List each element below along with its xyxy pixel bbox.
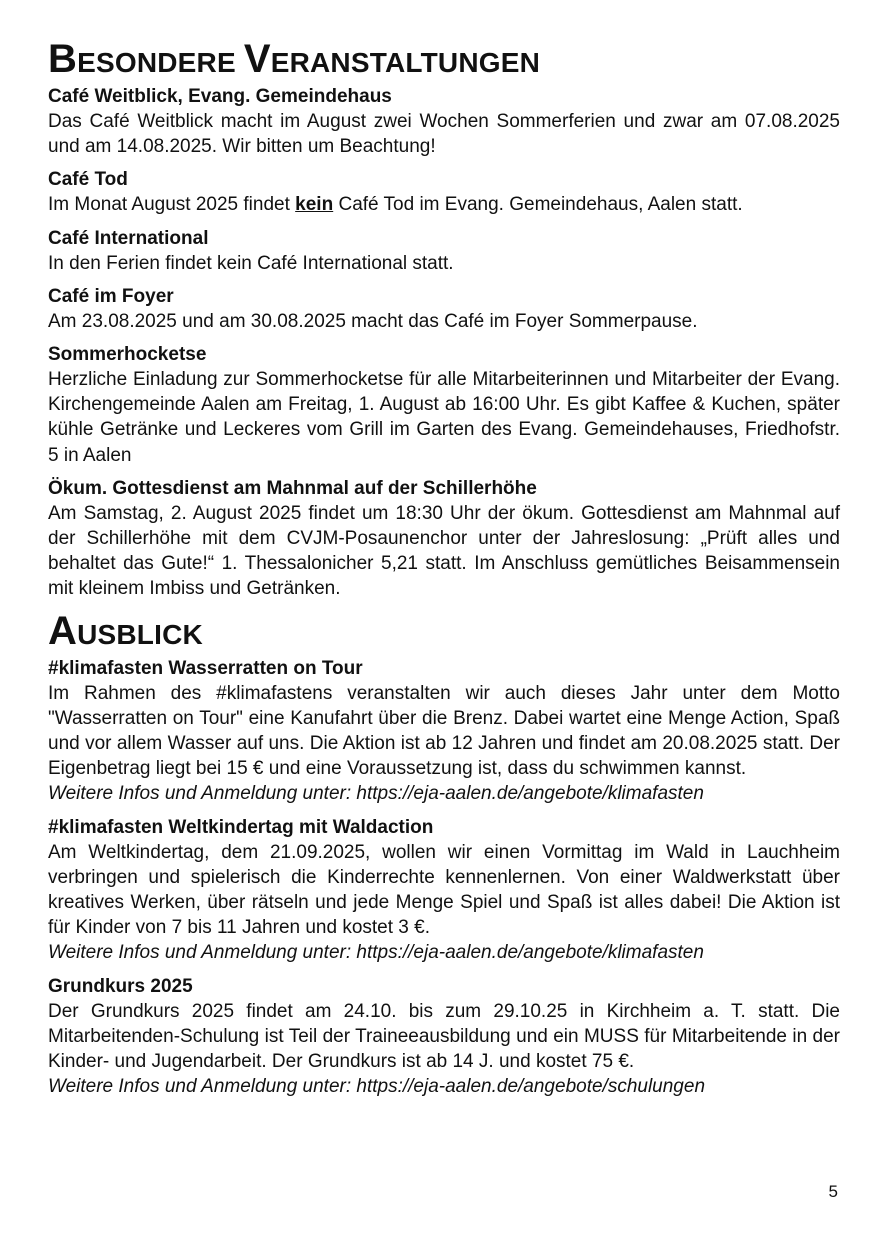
outlook-title-grundkurs: Grundkurs 2025 (48, 975, 193, 997)
outlook-link-wasserratten[interactable]: Weitere Infos und Anmeldung unter: https://eja-aalen.de/angebote/klimafasten (48, 783, 704, 805)
outlook-title-wasserratten: #klimafasten Wasserratten on Tour (48, 657, 363, 679)
event-title-cafe-tod: Café Tod (48, 169, 128, 191)
event-text-cafe-im-foyer: Am 23.08.2025 und am 30.08.2025 macht das Café im Foyer Sommerpause. (48, 310, 698, 332)
event-title-oekum-gottesdienst: Ökum. Gottesdienst am Mahnmal auf der Schillerhöhe (48, 477, 537, 499)
event-title-cafe-weitblick: Café Weitblick, Evang. Gemeindehaus (48, 86, 392, 107)
outlook-text-weltkindertag: Am Weltkindertag, dem 21.09.2025, wollen wir einen Vormittag im Wald in Lauchheim verbringen und spielerisch die Kinderrechte kennenlernen. Von einer Waldwerkstatt über kreatives Werken, über rätseln und jede Menge Spiel und Spaß ist alles dabei! Die Aktion ist für Kinder von 7 bis 11 Jahren und kostet 3 €. (48, 841, 840, 939)
event-title-cafe-international: Café International (48, 227, 209, 249)
document-page (48, 37, 840, 1099)
section-title-ausblick: AUSBLICK (48, 608, 203, 653)
outlook-text-wasserratten: Im Rahmen des #klimafastens veranstalten wir auch dieses Jahr unter dem Motto "Wasserratten on Tour" eine Kanufahrt über die Brenz. Dabei wartet eine Menge Action, Spaß und vor allem Wasser auf uns. Die Aktion ist ab 12 Jahren und findet am 20.08.2025 statt. Der Eigenbetrag liegt bei 15 € und eine Voraussetzung ist, dass du schwimmen kannst. (48, 682, 840, 780)
event-text-sommerhocketse: Herzliche Einladung zur Sommerhocketse für alle Mitarbeiterinnen und Mitarbeiter der Evang. Kirchengemeinde Aalen am Freitag, 1. August ab 16:00 Uhr. Es gibt Kaffee & Kuchen, später kühle Getränke und Leckeres vom Grill im Garten des Evang. Gemeindehauses, Friedhofstr. 5 in Aalen (48, 369, 840, 466)
event-text-cafe-international: In den Ferien findet kein Café International statt. (48, 252, 454, 274)
event-text-cafe-weitblick: Das Café Weitblick macht im August zwei Wochen Sommerferien und zwar am 07.08.2025 und am 14.08.2025. Wir bitten um Beachtung! (48, 111, 840, 158)
event-text-cafe-tod: Im Monat August 2025 findet kein Café Tod im Evang. Gemeindehaus, Aalen statt. (48, 194, 743, 216)
event-title-cafe-im-foyer: Café im Foyer (48, 285, 174, 307)
page-number: 5 (828, 1182, 838, 1201)
emphasis-kein: kein (295, 194, 334, 216)
outlook-title-weltkindertag: #klimafasten Weltkindertag mit Waldaction (48, 816, 434, 838)
outlook-link-grundkurs[interactable]: Weitere Infos und Anmeldung unter: https://eja-aalen.de/angebote/schulungen (48, 1076, 706, 1098)
outlook-text-grundkurs: Der Grundkurs 2025 findet am 24.10. bis zum 29.10.25 in Kirchheim a. T. statt. Die Mitarbeitenden-Schulung ist Teil der Traineeausbildung und ein MUSS für Mitarbeitende in der Kinder- und Jugendarbeit. Der Grundkurs ist ab 14 J. und kostet 75 €. (48, 1000, 840, 1073)
outlook-link-weltkindertag[interactable]: Weitere Infos und Anmeldung unter: https://eja-aalen.de/angebote/klimafasten (48, 942, 704, 964)
event-title-sommerhocketse: Sommerhocketse (48, 344, 207, 366)
section-title-besondere-veranstaltungen: BESONDERE VERANSTALTUNGEN (48, 37, 541, 81)
event-text-oekum-gottesdienst: Am Samstag, 2. August 2025 findet um 18:30 Uhr der ökum. Gottesdienst am Mahnmal auf der Schillerhöhe mit dem CVJM-Posaunenchor unter der Jahreslosung: „Prüft alles und behaltet das Gute!“ 1. Thessalonicher 5,21 statt. Im Anschluss gemütliches Beisammensein mit kleinem Imbiss und Getränken. (48, 502, 840, 600)
